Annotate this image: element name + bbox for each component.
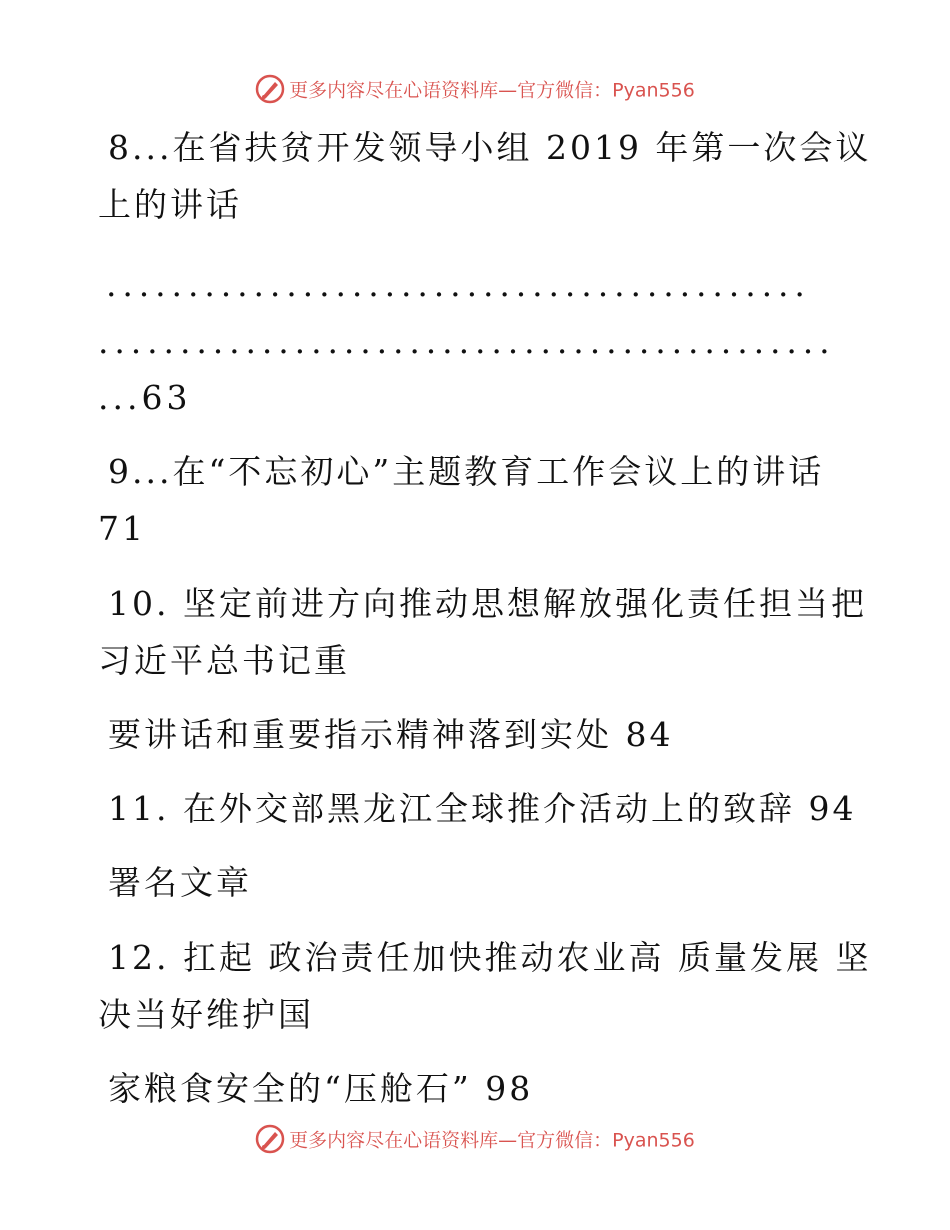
toc-entry-9-line-2: 71 — [98, 509, 146, 548]
toc-entry-8-line-1: 8...在省扶贫开发领导小组 2019 年第一次会议 — [108, 128, 872, 167]
watermark-text: 更多内容尽在心语资料库—官方微信：Pyan556 — [289, 79, 695, 102]
toc-entry-10-line-2: 习近平总书记重 — [98, 641, 350, 680]
watermark-text: 更多内容尽在心语资料库—官方微信：Pyan556 — [289, 1129, 695, 1152]
toc-entry-8-line-2: 上的讲话 — [98, 185, 242, 224]
toc-page-number-63: ...63 — [98, 378, 192, 417]
pen-logo-icon — [255, 74, 285, 104]
toc-entry-10-line-1: 10. 坚定前进方向推动思想解放强化责任担当把 — [108, 584, 867, 623]
toc-entry-12-line-1: 12. 扛起 政治责任加快推动农业高 质量发展 坚 — [108, 938, 872, 977]
toc-entry-10-line-3: 要讲话和重要指示精神落到实处 84 — [108, 715, 674, 754]
toc-leader-dots-2: ............................................. — [98, 322, 836, 361]
toc-entry-12-line-3: 家粮食安全的“压舱石” 98 — [108, 1069, 534, 1108]
pen-logo-icon — [255, 1124, 285, 1154]
toc-entry-11: 11. 在外交部黑龙江全球推介活动上的致辞 94 — [108, 789, 857, 828]
toc-leader-dots-1: ........................................... — [106, 265, 811, 304]
watermark-header — [0, 74, 950, 104]
watermark-footer — [0, 1124, 950, 1154]
toc-entry-9-line-1: 9...在“不忘初心”主题教育工作会议上的讲话 — [108, 452, 825, 491]
toc-entry-12-line-2: 决当好维护国 — [98, 995, 314, 1034]
section-heading-signed-articles: 署名文章 — [108, 863, 252, 902]
